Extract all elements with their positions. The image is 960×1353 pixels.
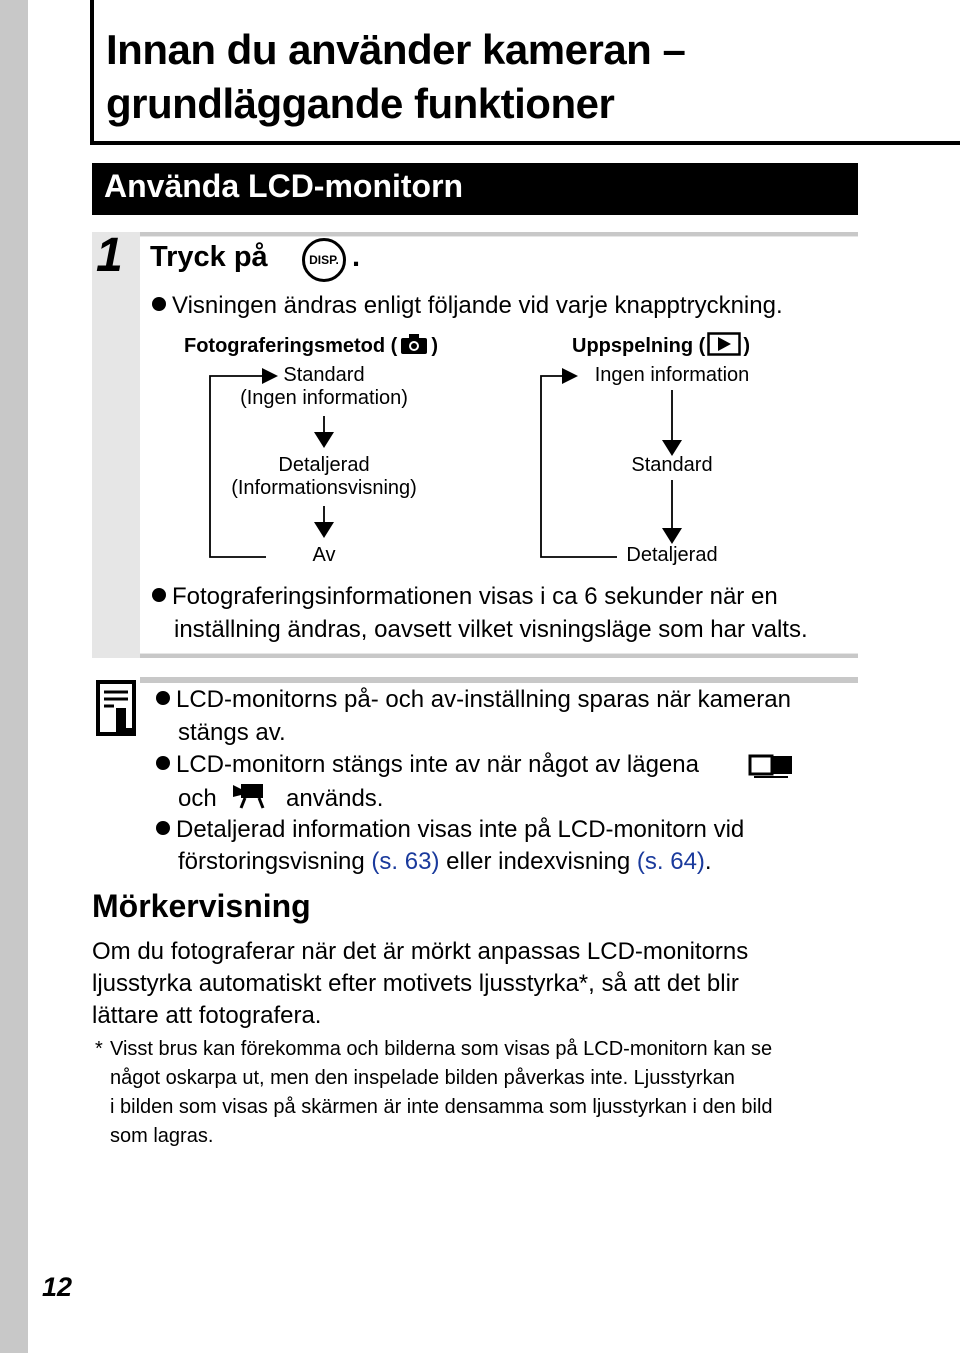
memo-icon [96, 680, 138, 738]
night-para-line-1: Om du fotograferar när det är mörkt anpassas LCD-monitorns [92, 938, 749, 965]
page-title-line-2: grundläggande funktioner [106, 80, 615, 127]
night-para-line-3: lättare att fotografera. [92, 1002, 322, 1029]
movie-icon [231, 783, 271, 809]
playback-no-info-label: Ingen information [594, 364, 750, 386]
note-bullet-2-cont: och används. [178, 785, 384, 812]
bullet-icon [156, 821, 170, 835]
disp-button-icon: DISP. [302, 238, 346, 282]
shooting-detailed-label: Detaljerad (Informationsvisning) [231, 454, 417, 499]
footnote-marker: * [95, 1038, 103, 1060]
playback-arrowhead-top [562, 368, 578, 384]
step-bullet-1: Visningen ändras enligt följande vid varje knapptryckning. [152, 292, 783, 320]
section-title: Använda LCD-monitorn [104, 168, 464, 204]
note-bullet-3-cont: förstoringsvisning (s. 63) eller indexvisning (s. 64). [178, 848, 712, 875]
footnote-line-1: Visst brus kan förekomma och bilderna som visas på LCD-monitorn kan se [110, 1038, 773, 1060]
shooting-off-label: Av [312, 544, 336, 566]
night-display-heading: Mörkervisning [92, 888, 311, 924]
playback-loop-line [541, 376, 617, 557]
shooting-arrowhead-1 [314, 432, 334, 448]
step-number: 1 [96, 229, 123, 282]
note-bullet-1: LCD-monitorns på- och av-inställning sparas när kameran [156, 686, 791, 714]
page-number: 12 [42, 1272, 73, 1302]
playback-standard-label: Standard [631, 454, 713, 476]
note-rule [140, 677, 858, 683]
footnote-line-4: som lagras. [110, 1125, 214, 1147]
note-bullet-3: Detaljerad information visas inte på LCD-monitorn vid [156, 816, 744, 844]
footnote-line-2: något oskarpa ut, men den inspelade bilden påverkas inte. Ljusstyrkan [110, 1067, 735, 1089]
playback-arrowhead-2 [662, 528, 682, 544]
bullet-icon [152, 588, 166, 602]
bullet-icon [156, 691, 170, 705]
footnote-line-3: i bilden som visas på skärmen är inte densamma som ljusstyrkan i den bild [110, 1096, 773, 1118]
shooting-mode-heading: Fotograferingsmetod ( ) [184, 332, 438, 358]
night-para-line-2: ljusstyrka automatiskt efter motivets ljusstyrka*, så att det blir [92, 970, 739, 997]
note-bullet-1-cont: stängs av. [178, 719, 286, 746]
playback-detailed-label: Detaljerad [626, 544, 718, 566]
step-bottom-rule [140, 654, 858, 658]
shooting-arrowhead-2 [314, 522, 334, 538]
page-link-63[interactable]: (s. 63) [371, 848, 440, 875]
note-bullet-2: LCD-monitorn stängs inte av när något av lägena [156, 751, 699, 779]
stitch-assist-icon [748, 752, 794, 780]
page-link-64[interactable]: (s. 64) [636, 848, 705, 875]
page-title-line-1: Innan du använder kameran – [106, 26, 686, 73]
step-bullet-2: Fotograferingsinformationen visas i ca 6 sekunder när en [152, 583, 778, 611]
step-period: . [352, 241, 361, 273]
playback-heading: Uppspelning ( ) [572, 332, 750, 358]
bullet-icon [156, 756, 170, 770]
shooting-standard-label: Standard (Ingen information) [240, 364, 408, 409]
step-bullet-2-cont: inställning ändras, oavsett vilket visningsläge som har valts. [174, 616, 808, 643]
display-cycle-diagram [0, 0, 960, 600]
step-instruction: Tryck på [150, 241, 268, 273]
